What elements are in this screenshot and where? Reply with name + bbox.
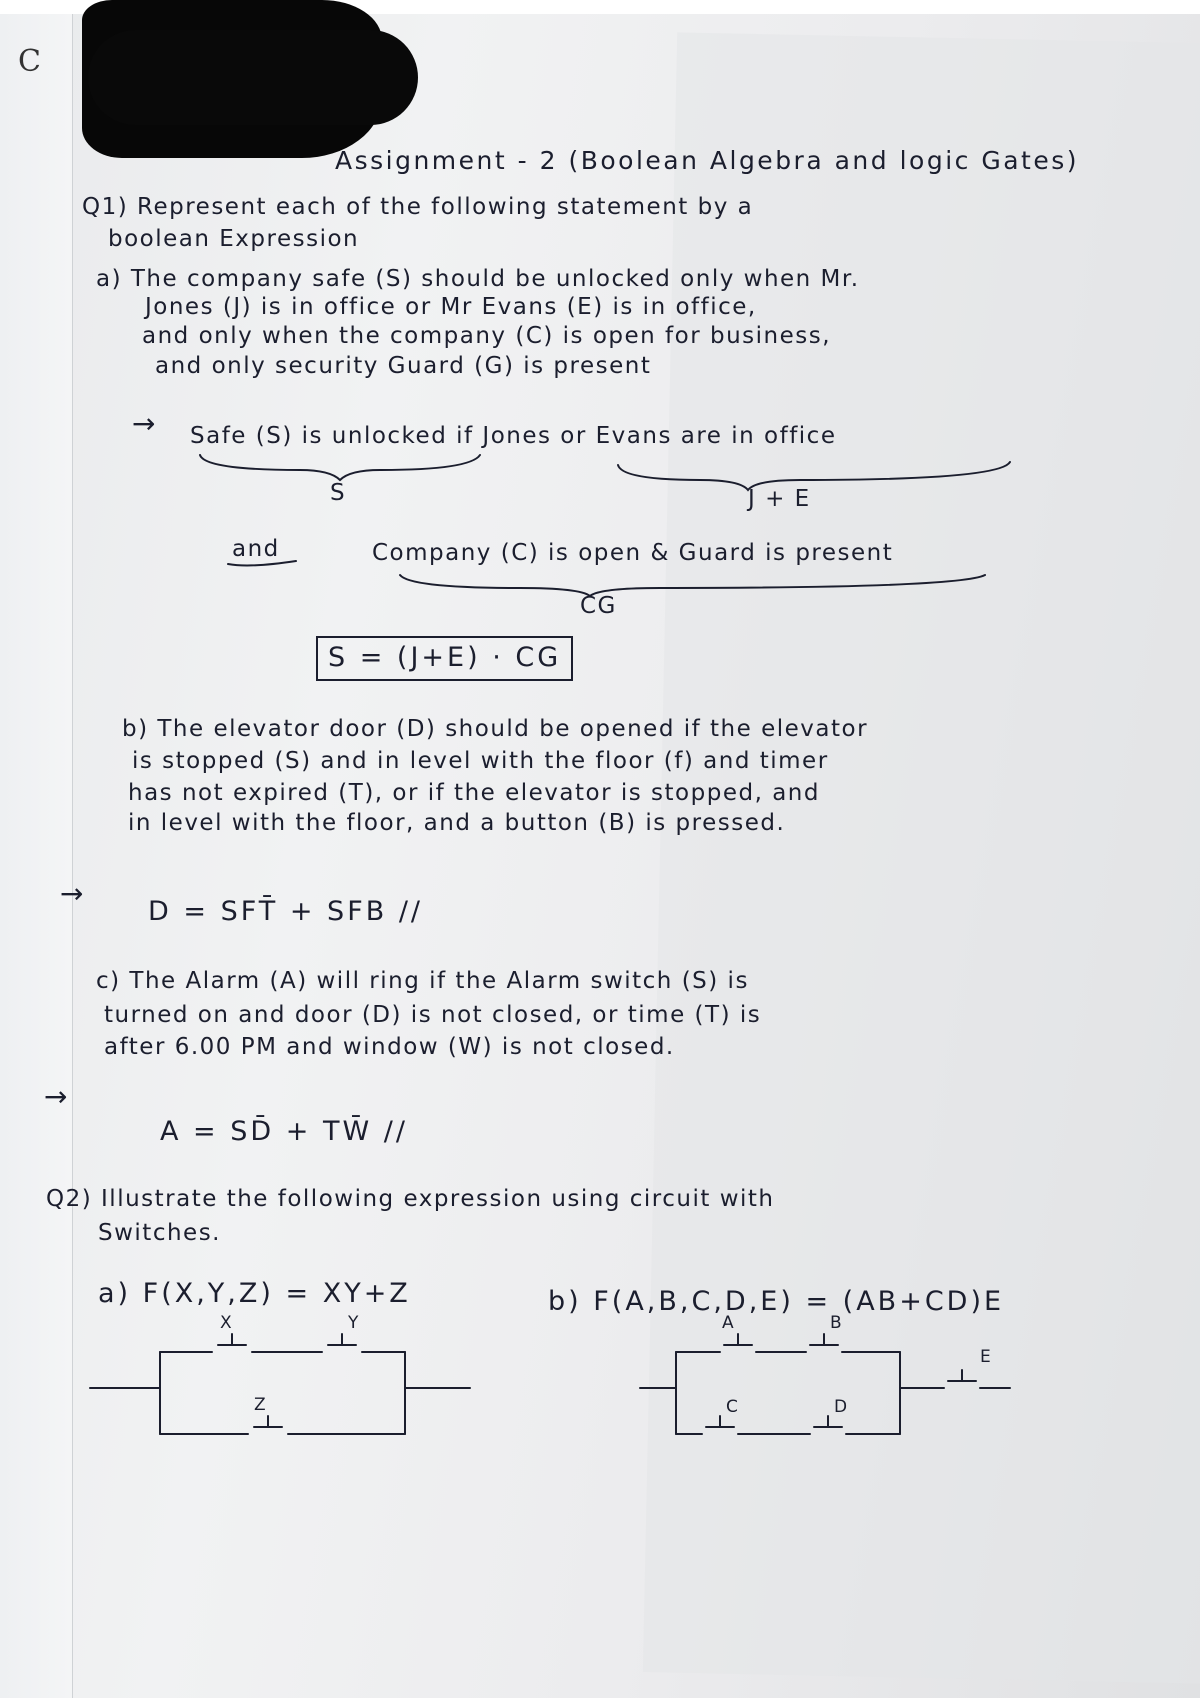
q2b-expression: b) F(A,B,C,D,E) = (AB+CD)E [548,1286,1005,1317]
q1b-arrow: → [60,877,85,910]
circuit-a [90,1334,470,1434]
q2-heading-line2: Switches. [98,1220,221,1246]
assignment-title: Assignment - 2 (Boolean Algebra and logic Gates) [335,146,1079,175]
q1c-line2: turned on and door (D) is not closed, or time (T) is [104,1002,762,1028]
q1a-line4: and only security Guard (G) is present [155,353,652,379]
q1a-line1: a) The company safe (S) should be unlocked only when Mr. [96,266,860,292]
q1c-arrow: → [44,1080,69,1113]
q1a-label-je: J + E [748,486,811,512]
q1b-line4: in level with the floor, and a button (B) is pressed. [128,810,786,836]
q1-heading-line2: boolean Expression [108,226,360,252]
switch-label-a: A [722,1313,734,1333]
q1b-line3: has not expired (T), or if the elevator is stopped, and [128,780,820,806]
brace-company [400,575,985,596]
switch-label-b: B [830,1313,842,1333]
q2a-expression: a) F(X,Y,Z) = XY+Z [98,1278,411,1309]
q1b-line1: b) The elevator door (D) should be opened if the elevator [122,716,869,742]
page-edge-mark: C [18,44,41,79]
q1c-line3: after 6.00 PM and window (W) is not closed. [104,1034,675,1060]
q1-heading-line1: Q1) Represent each of the following statement by a [82,194,754,220]
q1a-and-word: and [232,536,280,562]
q1a-label-s: S [330,480,347,506]
q1a-analysis-line2: Company (C) is open & Guard is present [372,540,894,566]
q1b-answer: D = SFT̄ + SFB // [148,896,424,927]
brace-jones-evans [618,462,1010,490]
q1a-arrow: → [132,407,157,440]
q1a-line2: Jones (J) is in office or Mr Evans (E) is in office, [145,294,757,320]
q1a-label-cg: CG [580,593,617,619]
switch-label-c: C [726,1397,738,1417]
brace-safe [200,455,480,480]
switch-label-d: D [834,1397,848,1417]
q1c-line1: c) The Alarm (A) will ring if the Alarm switch (S) is [96,968,749,994]
q1c-answer: A = SD̄ + TW̄ // [160,1116,408,1147]
q1b-line2: is stopped (S) and in level with the floor (f) and timer [132,748,829,774]
switch-label-x: X [220,1313,232,1333]
circuit-b [640,1334,1010,1434]
q1a-analysis-line1: Safe (S) is unlocked if Jones or Evans are in office [190,423,837,449]
switch-label-e: E [980,1347,991,1367]
q1a-answer-box: S = (J+E) · CG [316,636,573,681]
q2-heading-line1: Q2) Illustrate the following expression using circuit with [46,1186,775,1212]
underline-and [228,561,296,565]
switch-label-z: Z [254,1395,266,1415]
q1a-line3: and only when the company (C) is open for business, [142,323,832,349]
switch-label-y: Y [348,1313,359,1333]
